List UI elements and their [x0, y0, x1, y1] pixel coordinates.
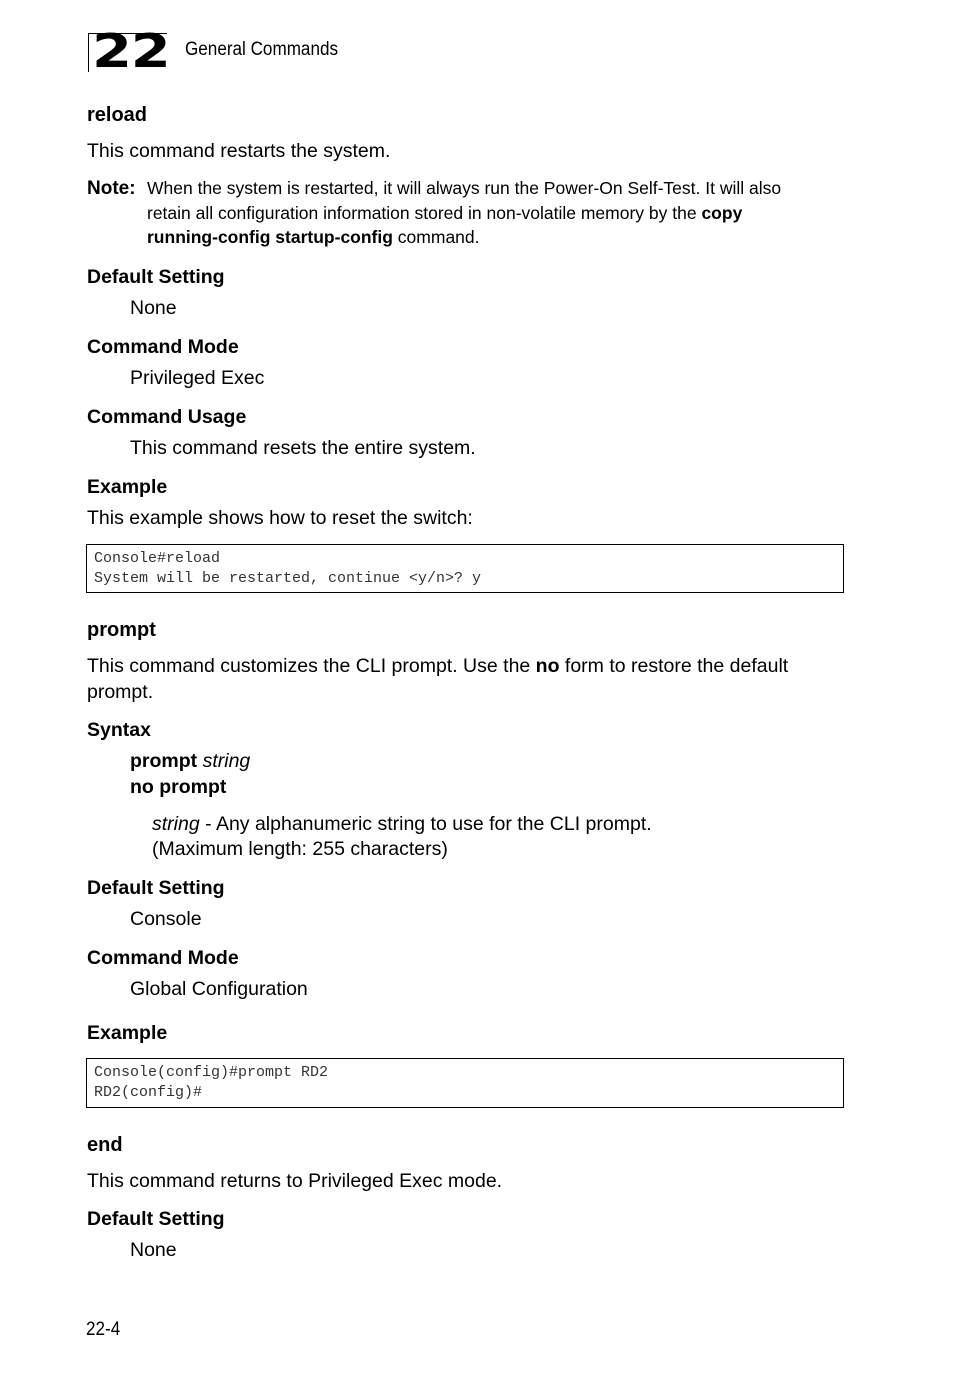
section-title-reload: reload — [87, 104, 148, 126]
note-line: When the system is restarted, it will always run the Power-On Self-Test. It will also — [147, 178, 782, 198]
code-line: Console#reload — [94, 550, 221, 567]
code-line: Console(config)#prompt RD2 — [94, 1064, 329, 1081]
param-description — [152, 815, 652, 835]
syntax-line — [130, 752, 250, 772]
note-label: Note: — [87, 178, 136, 199]
default-setting-value: None — [130, 1239, 177, 1261]
code-block-prompt — [86, 1058, 844, 1108]
syntax-param: string — [202, 750, 251, 772]
heading-syntax: Syntax — [87, 719, 151, 741]
param-description-line2: (Maximum length: 255 characters) — [152, 838, 448, 860]
note-line — [147, 205, 742, 223]
reload-description: This command restarts the system. — [87, 140, 391, 162]
prompt-description-line2: prompt. — [87, 681, 154, 703]
heading-default-setting: Default Setting — [87, 1208, 225, 1230]
heading-command-mode: Command Mode — [87, 947, 239, 969]
command-mode-value: Global Configuration — [130, 978, 308, 1000]
text: - Any alphanumeric string to use for the CLI prompt. — [199, 813, 652, 835]
param-name: string — [152, 813, 200, 835]
default-setting-value: Console — [130, 908, 202, 930]
heading-example: Example — [87, 476, 168, 498]
command-usage-text: This command resets the entire system. — [130, 437, 476, 459]
note-text: command. — [392, 227, 480, 247]
note-text: retain all configuration information stored in non-volatile memory by the — [147, 203, 702, 223]
heading-default-setting: Default Setting — [87, 266, 225, 288]
example-intro: This example shows how to reset the switch: — [87, 507, 473, 529]
chapter-title: General Commands — [185, 39, 339, 60]
prompt-description — [87, 657, 788, 677]
keyword: no — [535, 655, 560, 677]
code-line: RD2(config)# — [94, 1084, 203, 1101]
command-mode-value: Privileged Exec — [130, 367, 265, 389]
section-title-end: end — [87, 1134, 123, 1156]
end-description: This command returns to Privileged Exec mode. — [87, 1170, 503, 1192]
text: form to restore the default — [559, 655, 789, 677]
page-number: 22-4 — [86, 1319, 121, 1340]
note-line — [147, 229, 480, 247]
syntax-command: prompt — [130, 750, 198, 772]
section-title-prompt: prompt — [87, 619, 156, 641]
heading-command-mode: Command Mode — [87, 336, 239, 358]
chapter-number: 22 — [92, 24, 170, 78]
code-line: System will be restarted, continue <y/n>? y — [94, 570, 482, 587]
heading-command-usage: Command Usage — [87, 406, 247, 428]
heading-default-setting: Default Setting — [87, 877, 225, 899]
heading-example: Example — [87, 1022, 168, 1044]
note-command: running-config startup-config — [147, 227, 393, 247]
note-command: copy — [701, 203, 743, 223]
syntax-line: no prompt — [130, 776, 227, 798]
text: This command customizes the CLI prompt. Use the — [87, 655, 536, 677]
default-setting-value: None — [130, 297, 177, 319]
code-block-reload — [86, 544, 844, 593]
